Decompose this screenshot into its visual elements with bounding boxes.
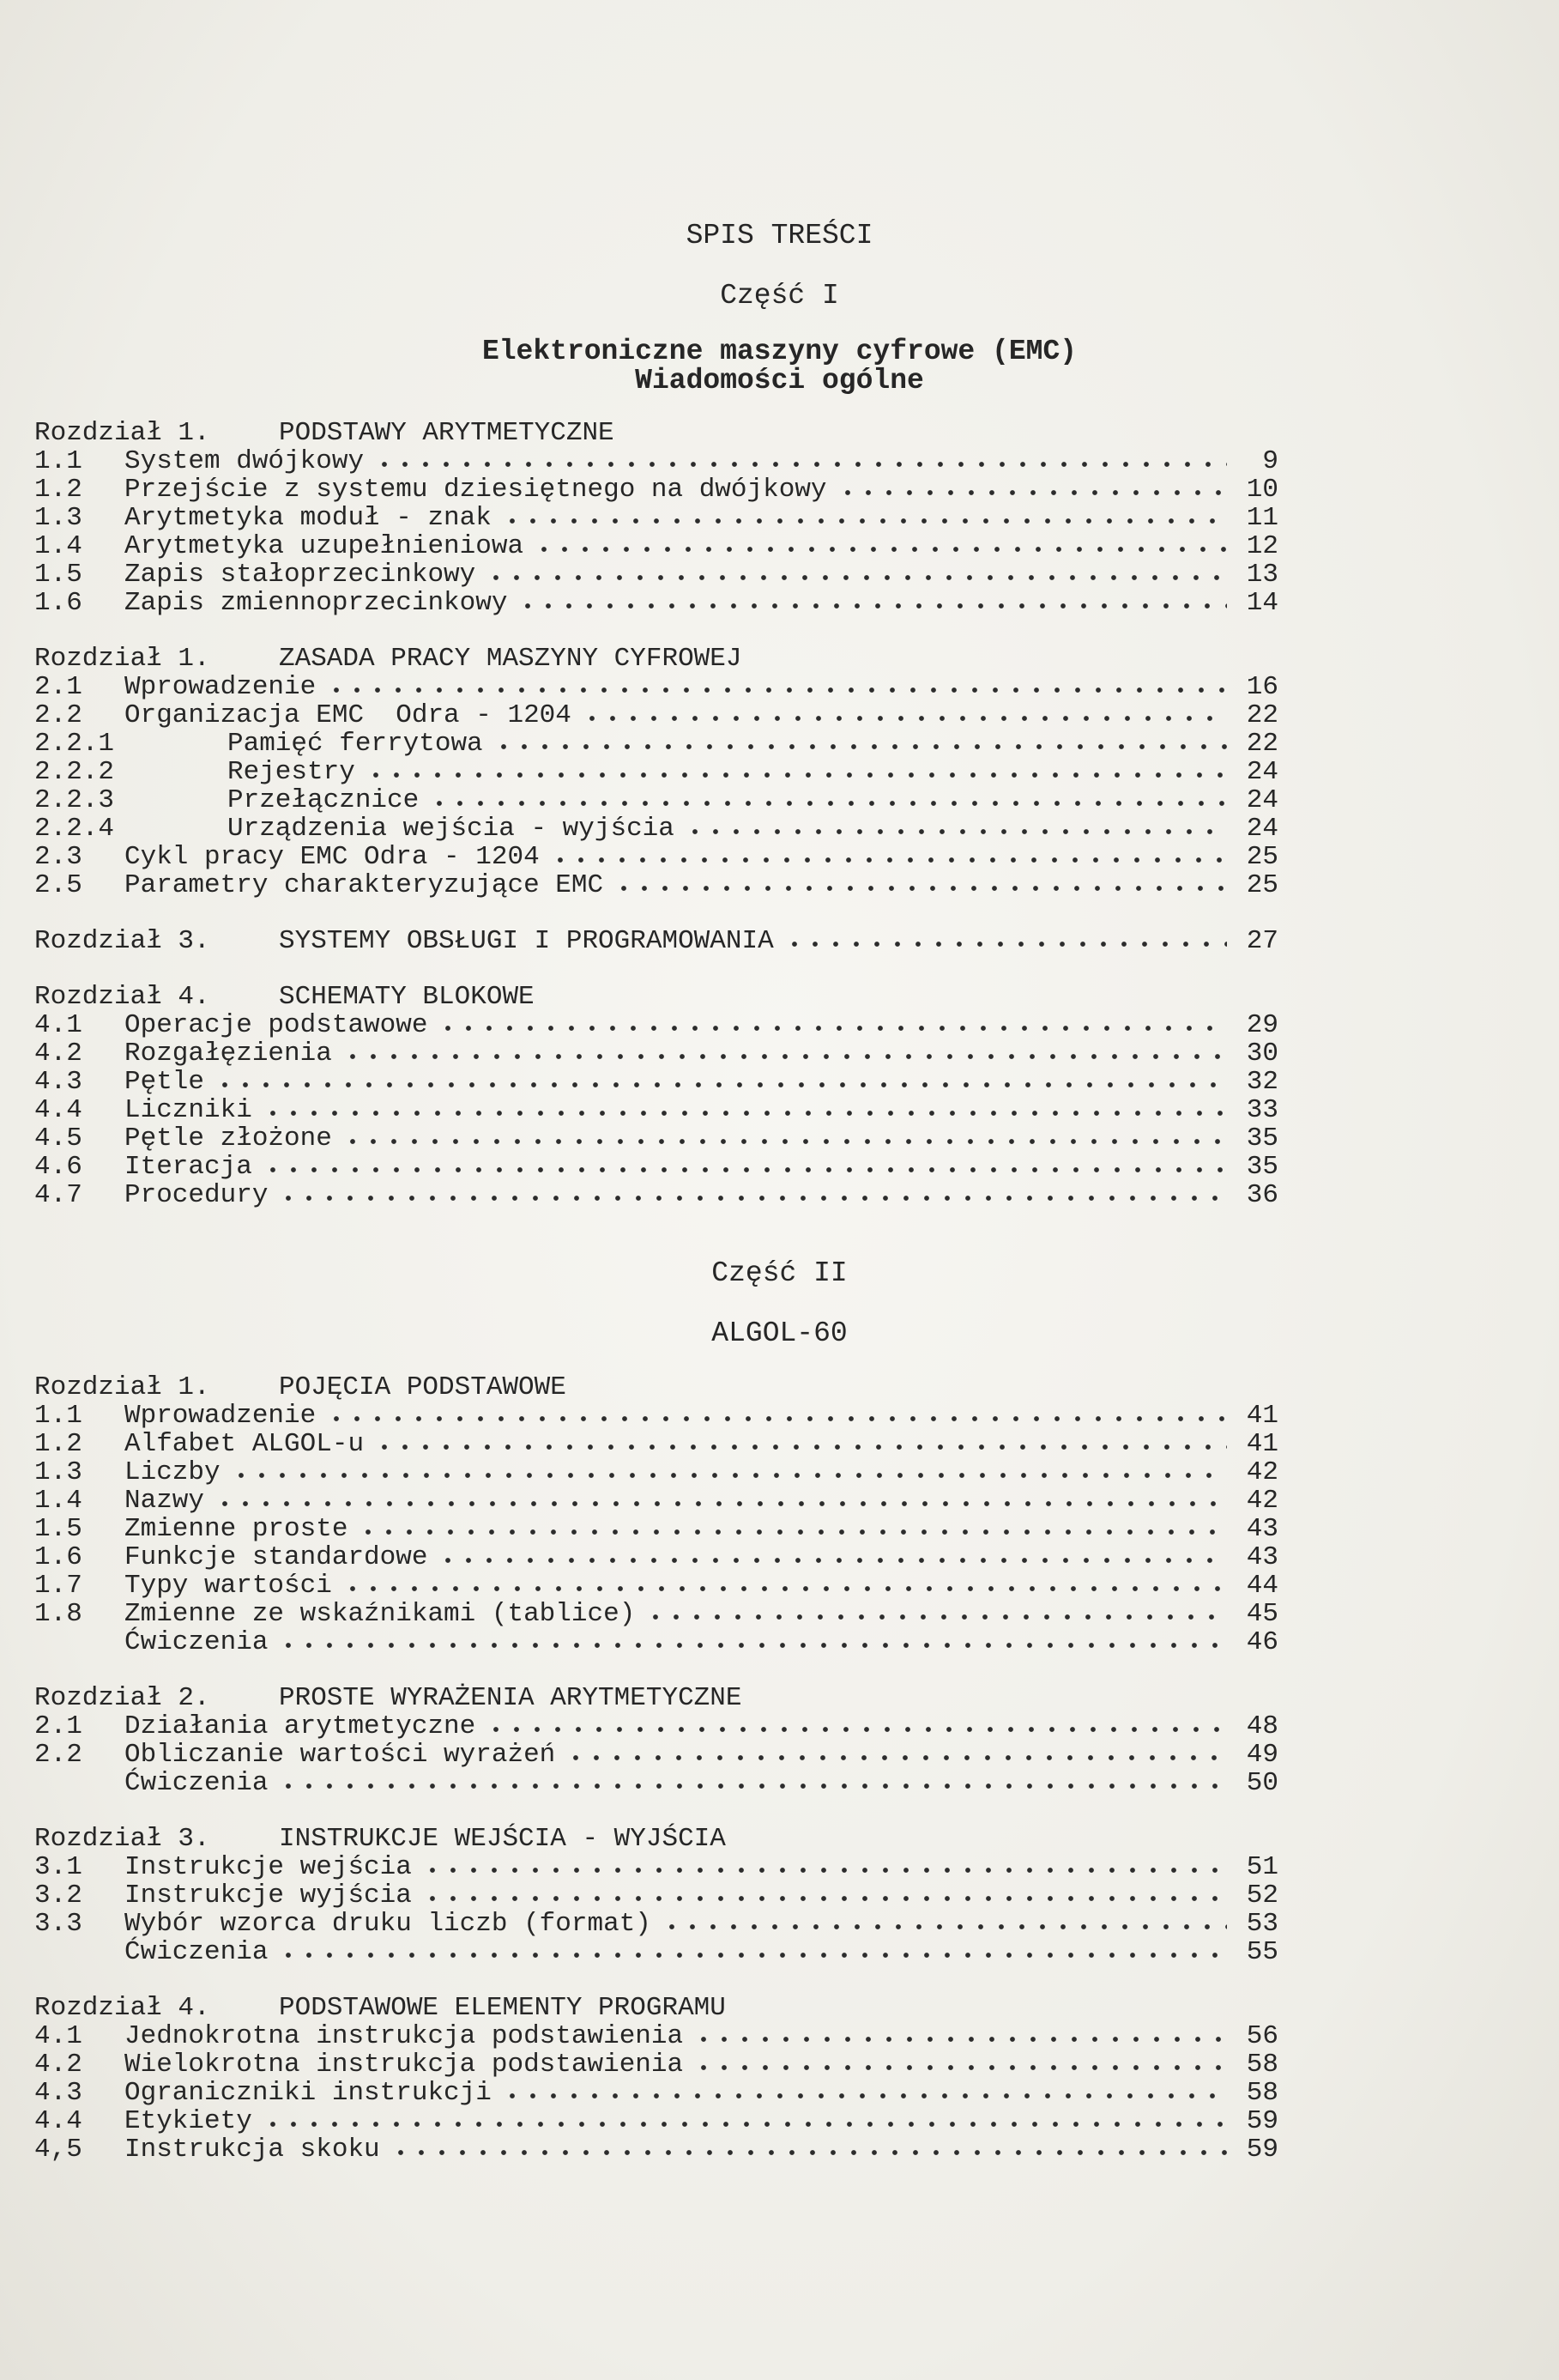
dot-leader xyxy=(502,517,1227,525)
dot-leader xyxy=(438,1024,1227,1033)
chapter-block xyxy=(34,419,1278,617)
page-number: 35 xyxy=(1246,1123,1278,1154)
dot-leader xyxy=(493,742,1227,751)
page-number: 41 xyxy=(1246,1429,1278,1459)
dot-leader xyxy=(486,1725,1227,1734)
page-number: 59 xyxy=(1246,2106,1278,2136)
page-number: 49 xyxy=(1246,1740,1278,1770)
toc-entry xyxy=(34,1458,1278,1487)
entry-title: Procedury xyxy=(124,1180,269,1210)
dot-leader xyxy=(422,1866,1227,1874)
entry-number: 1.5 xyxy=(34,1514,82,1544)
entry-title: Wprowadzenie xyxy=(124,1401,317,1431)
toc-entry xyxy=(34,1741,1278,1769)
toc-entry xyxy=(34,1938,1278,1966)
entry-title: Nazwy xyxy=(124,1486,205,1516)
page-number: 56 xyxy=(1246,2021,1278,2051)
dot-leader xyxy=(837,488,1227,497)
entry-title: Instrukcje wyjścia xyxy=(124,1880,412,1911)
toc-entry xyxy=(34,560,1278,589)
toc-entry xyxy=(34,1430,1278,1458)
entry-title: Alfabet ALGOL-u xyxy=(124,1429,365,1459)
chapter-block xyxy=(34,1825,1278,1966)
part1-subtitle-line2: Wiadomości ogólne xyxy=(635,365,924,397)
entry-number: 3.3 xyxy=(34,1909,82,1939)
chapter-number: Rozdział 3. xyxy=(34,926,210,956)
chapter-title: ZASADA PRACY MASZYNY CYFROWEJ xyxy=(279,644,742,674)
toc-entry xyxy=(34,1712,1278,1741)
page-number: 13 xyxy=(1246,560,1278,590)
chapter-number: Rozdział 1. xyxy=(34,1372,210,1402)
entry-number: 2.1 xyxy=(34,1711,82,1741)
dot-leader xyxy=(278,1641,1227,1650)
toc-entry xyxy=(34,786,1278,815)
dot-leader xyxy=(342,1052,1227,1061)
chapter-heading xyxy=(34,645,1278,673)
toc-entry xyxy=(34,1068,1278,1096)
entry-title: Zmienne proste xyxy=(124,1514,348,1544)
dot-leader xyxy=(326,686,1227,694)
entry-title: Jednokrotna instrukcja podstawienia xyxy=(124,2021,684,2051)
dot-leader xyxy=(263,1166,1227,1174)
page-number: 44 xyxy=(1246,1571,1278,1601)
chapter-title: PROSTE WYRAŻENIA ARYTMETYCZNE xyxy=(279,1683,742,1713)
part1-toc xyxy=(34,419,1278,1209)
entry-number: 2.2.1 xyxy=(34,729,115,759)
chapter-block xyxy=(34,1373,1278,1656)
page-number: 43 xyxy=(1246,1542,1278,1572)
entry-number: 2.3 xyxy=(34,842,82,872)
entry-title: Rozgałęzienia xyxy=(124,1039,332,1069)
dot-leader xyxy=(278,1951,1227,1959)
dot-leader xyxy=(534,545,1227,554)
toc-entry xyxy=(34,2022,1278,2050)
page-number: 27 xyxy=(1246,926,1278,956)
entry-title: Liczby xyxy=(124,1457,221,1487)
dot-leader xyxy=(390,2148,1227,2157)
dot-leader xyxy=(374,460,1227,469)
entry-title: Zapis zmiennoprzecinkowy xyxy=(124,588,508,618)
page-number: 41 xyxy=(1246,1401,1278,1431)
dot-leader xyxy=(784,940,1227,948)
entry-title: Wielokrotna instrukcja podstawienia xyxy=(124,2050,684,2080)
dot-leader xyxy=(645,1613,1227,1621)
dot-leader xyxy=(662,1923,1227,1931)
chapter-heading xyxy=(34,1994,1278,2022)
toc-entry xyxy=(34,1769,1278,1797)
toc-entry xyxy=(34,1153,1278,1181)
toc-entry xyxy=(34,1853,1278,1881)
part2-toc xyxy=(34,1373,1278,2164)
entry-number: 2.2.2 xyxy=(34,757,115,787)
dot-leader xyxy=(278,1782,1227,1790)
page-number: 25 xyxy=(1246,870,1278,900)
dot-leader xyxy=(613,884,1227,893)
chapter-heading xyxy=(34,983,1278,1011)
part2-subtitle: ALGOL-60 xyxy=(711,1317,848,1349)
page-number: 24 xyxy=(1246,785,1278,815)
page-number: 32 xyxy=(1246,1067,1278,1097)
entry-number: 1.1 xyxy=(34,446,82,476)
page-number: 12 xyxy=(1246,531,1278,561)
page-number: 33 xyxy=(1246,1095,1278,1125)
entry-number: 2.2 xyxy=(34,700,82,730)
entry-number: 2.1 xyxy=(34,672,82,702)
toc-entry xyxy=(34,1096,1278,1124)
entry-title: Rejestry xyxy=(227,757,355,787)
entry-number: 4.4 xyxy=(34,1095,82,1125)
page-number: 52 xyxy=(1246,1880,1278,1911)
page-number: 51 xyxy=(1246,1852,1278,1882)
entry-title: Liczniki xyxy=(124,1095,252,1125)
dot-leader xyxy=(263,2120,1227,2129)
dot-leader xyxy=(342,1137,1227,1146)
toc-entry xyxy=(34,1628,1278,1656)
page-number: 24 xyxy=(1246,757,1278,787)
chapter-title: POJĘCIA PODSTAWOWE xyxy=(279,1372,566,1402)
toc-entry xyxy=(34,1402,1278,1430)
page-number: 58 xyxy=(1246,2050,1278,2080)
entry-number: 4.1 xyxy=(34,1010,82,1040)
toc-entry xyxy=(34,475,1278,504)
entry-number: 4.4 xyxy=(34,2106,82,2136)
page-number: 11 xyxy=(1246,503,1278,533)
toc-entry xyxy=(34,701,1278,730)
page-number: 45 xyxy=(1246,1599,1278,1629)
entry-title: Ćwiczenia xyxy=(124,1937,269,1967)
page-number: 9 xyxy=(1262,446,1278,476)
entry-number: 3.1 xyxy=(34,1852,82,1882)
dot-leader xyxy=(215,1081,1227,1089)
dot-leader xyxy=(502,2092,1227,2100)
entry-number: 2.2 xyxy=(34,1740,82,1770)
entry-number: 4.3 xyxy=(34,2078,82,2108)
chapter-number: Rozdział 3. xyxy=(34,1824,210,1854)
entry-number: 1.7 xyxy=(34,1571,82,1601)
entry-number: 4.5 xyxy=(34,1123,82,1154)
dot-leader xyxy=(231,1471,1227,1480)
chapter-title: PODSTAWOWE ELEMENTY PROGRAMU xyxy=(279,1993,726,2023)
entry-number: 4.2 xyxy=(34,2050,82,2080)
entry-number: 1.1 xyxy=(34,1401,82,1431)
entry-title: Działania arytmetyczne xyxy=(124,1711,476,1741)
part1-label: Część I xyxy=(720,280,839,312)
entry-title: Parametry charakteryzujące EMC xyxy=(124,870,604,900)
dot-leader xyxy=(582,714,1227,723)
toc-entry xyxy=(34,2079,1278,2107)
entry-title: Obliczanie wartości wyrażeń xyxy=(124,1740,556,1770)
toc-entry xyxy=(34,1011,1278,1039)
toc-entry xyxy=(34,1572,1278,1600)
entry-title: Funkcje standardowe xyxy=(124,1542,428,1572)
chapter-heading xyxy=(34,1373,1278,1402)
chapter-block xyxy=(34,983,1278,1209)
toc-entry xyxy=(34,1600,1278,1628)
dot-leader xyxy=(366,771,1227,779)
entry-title: Pętle xyxy=(124,1067,205,1097)
chapter-number: Rozdział 4. xyxy=(34,982,210,1012)
toc-entry xyxy=(34,1910,1278,1938)
page-number: 30 xyxy=(1246,1039,1278,1069)
entry-number: 3.2 xyxy=(34,1880,82,1911)
chapter-block xyxy=(34,1994,1278,2164)
entry-number: 1.4 xyxy=(34,531,82,561)
entry-title: Organizacja EMC Odra - 1204 xyxy=(124,700,571,730)
page-number: 16 xyxy=(1246,672,1278,702)
dot-leader xyxy=(342,1584,1227,1593)
page-number: 36 xyxy=(1246,1180,1278,1210)
page-number: 59 xyxy=(1246,2135,1278,2165)
entry-title: Typy wartości xyxy=(124,1571,332,1601)
toc-entry xyxy=(34,673,1278,701)
entry-title: Urządzenia wejścia - wyjścia xyxy=(227,814,674,844)
toc-entry xyxy=(34,447,1278,475)
entry-title: System dwójkowy xyxy=(124,446,365,476)
entry-title: Przejście z systemu dziesiętnego na dwójkowy xyxy=(124,475,827,505)
entry-title: Ograniczniki instrukcji xyxy=(124,2078,492,2108)
entry-number: 2.5 xyxy=(34,870,82,900)
entry-title: Arytmetyka uzupełnieniowa xyxy=(124,531,524,561)
page-number: 43 xyxy=(1246,1514,1278,1544)
chapter-number: Rozdział 2. xyxy=(34,1683,210,1713)
entry-number: 2.2.3 xyxy=(34,785,115,815)
chapter-title: PODSTAWY ARYTMETYCZNE xyxy=(279,418,614,448)
entry-title: Wybór wzorca druku liczb (format) xyxy=(124,1909,651,1939)
entry-number: 1.2 xyxy=(34,1429,82,1459)
dot-leader xyxy=(215,1499,1227,1508)
chapter-number: Rozdział 4. xyxy=(34,1993,210,2023)
toc-entry xyxy=(34,2050,1278,2079)
chapter-block xyxy=(34,645,1278,899)
page-number: 35 xyxy=(1246,1152,1278,1182)
entry-title: Pamięć ferrytowa xyxy=(227,729,483,759)
entry-title: Zmienne ze wskaźnikami (tablice) xyxy=(124,1599,636,1629)
page-number: 29 xyxy=(1246,1010,1278,1040)
toc-entry xyxy=(34,1039,1278,1068)
chapter-title: INSTRUKCJE WEJŚCIA - WYJŚCIA xyxy=(279,1824,726,1854)
entry-title: Pętle złożone xyxy=(124,1123,332,1154)
toc-entry xyxy=(34,1181,1278,1209)
entry-title: Etykiety xyxy=(124,2106,252,2136)
entry-number: 4.7 xyxy=(34,1180,82,1210)
chapter-heading xyxy=(34,419,1278,447)
page-number: 48 xyxy=(1246,1711,1278,1741)
entry-number: 2.2.4 xyxy=(34,814,115,844)
dot-leader xyxy=(422,1894,1227,1903)
entry-number: 4,5 xyxy=(34,2135,82,2165)
entry-number: 1.6 xyxy=(34,588,82,618)
dot-leader xyxy=(438,1556,1227,1565)
entry-title: Wprowadzenie xyxy=(124,672,317,702)
dot-leader xyxy=(517,602,1227,610)
page-number: 24 xyxy=(1246,814,1278,844)
dot-leader xyxy=(565,1753,1227,1762)
entry-number: 1.4 xyxy=(34,1486,82,1516)
entry-number: 4.1 xyxy=(34,2021,82,2051)
dot-leader xyxy=(278,1194,1227,1202)
entry-number: 4.6 xyxy=(34,1152,82,1182)
dot-leader xyxy=(429,799,1227,808)
dot-leader xyxy=(693,2035,1227,2044)
dot-leader xyxy=(693,2063,1227,2072)
toc-entry xyxy=(34,1487,1278,1515)
page-number: 25 xyxy=(1246,842,1278,872)
dot-leader xyxy=(374,1443,1227,1451)
dot-leader xyxy=(358,1528,1227,1536)
page-number: 42 xyxy=(1246,1457,1278,1487)
chapter-title: SYSTEMY OBSŁUGI I PROGRAMOWANIA xyxy=(279,926,774,956)
toc-entry xyxy=(34,532,1278,560)
entry-title: Instrukcje wejścia xyxy=(124,1852,412,1882)
part2-label: Część II xyxy=(711,1257,848,1289)
chapter-block xyxy=(34,927,1278,955)
toc-entry xyxy=(34,2135,1278,2164)
page-number: 53 xyxy=(1246,1909,1278,1939)
chapter-block xyxy=(34,1684,1278,1797)
page-number: 22 xyxy=(1246,729,1278,759)
toc-entry xyxy=(34,1124,1278,1153)
toc-entry xyxy=(34,843,1278,871)
page-number: 22 xyxy=(1246,700,1278,730)
chapter-number: Rozdział 1. xyxy=(34,644,210,674)
page-number: 10 xyxy=(1246,475,1278,505)
page-number: 50 xyxy=(1246,1768,1278,1798)
entry-number: 1.3 xyxy=(34,1457,82,1487)
page-number: 14 xyxy=(1246,588,1278,618)
entry-number: 1.6 xyxy=(34,1542,82,1572)
page-number: 42 xyxy=(1246,1486,1278,1516)
chapter-heading xyxy=(34,1684,1278,1712)
entry-title: Ćwiczenia xyxy=(124,1627,269,1657)
entry-number: 1.8 xyxy=(34,1599,82,1629)
toc-title: SPIS TREŚCI xyxy=(686,220,873,251)
toc-entry xyxy=(34,730,1278,758)
toc-entry xyxy=(34,1543,1278,1572)
entry-title: Przełącznice xyxy=(227,785,420,815)
entry-title: Arytmetyka moduł - znak xyxy=(124,503,492,533)
dot-leader xyxy=(326,1414,1227,1423)
chapter-heading xyxy=(34,1825,1278,1853)
toc-entry xyxy=(34,589,1278,617)
chapter-heading xyxy=(34,927,1278,955)
toc-entry xyxy=(34,815,1278,843)
entry-number: 1.5 xyxy=(34,560,82,590)
part1-subtitle-line1: Elektroniczne maszyny cyfrowe (EMC) xyxy=(481,336,1078,367)
entry-number: 4.2 xyxy=(34,1039,82,1069)
toc-entry xyxy=(34,1515,1278,1543)
toc-entry xyxy=(34,1881,1278,1910)
chapter-number: Rozdział 1. xyxy=(34,418,210,448)
entry-title: Instrukcja skoku xyxy=(124,2135,380,2165)
dot-leader xyxy=(263,1109,1227,1117)
entry-number: 1.2 xyxy=(34,475,82,505)
entry-title: Ćwiczenia xyxy=(124,1768,269,1798)
page-number: 58 xyxy=(1246,2078,1278,2108)
entry-title: Cykl pracy EMC Odra - 1204 xyxy=(124,842,540,872)
page-number: 55 xyxy=(1246,1937,1278,1967)
toc-entry xyxy=(34,504,1278,532)
entry-title: Operacje podstawowe xyxy=(124,1010,428,1040)
dot-leader xyxy=(486,573,1227,582)
chapter-title: SCHEMATY BLOKOWE xyxy=(279,982,535,1012)
toc-entry xyxy=(34,758,1278,786)
page-number: 46 xyxy=(1246,1627,1278,1657)
dot-leader xyxy=(685,827,1227,836)
entry-title: Iteracja xyxy=(124,1152,252,1182)
entry-number: 1.3 xyxy=(34,503,82,533)
toc-entry xyxy=(34,871,1278,899)
toc-entry xyxy=(34,2107,1278,2135)
dot-leader xyxy=(550,856,1227,864)
entry-number: 4.3 xyxy=(34,1067,82,1097)
entry-title: Zapis stałoprzecinkowy xyxy=(124,560,476,590)
